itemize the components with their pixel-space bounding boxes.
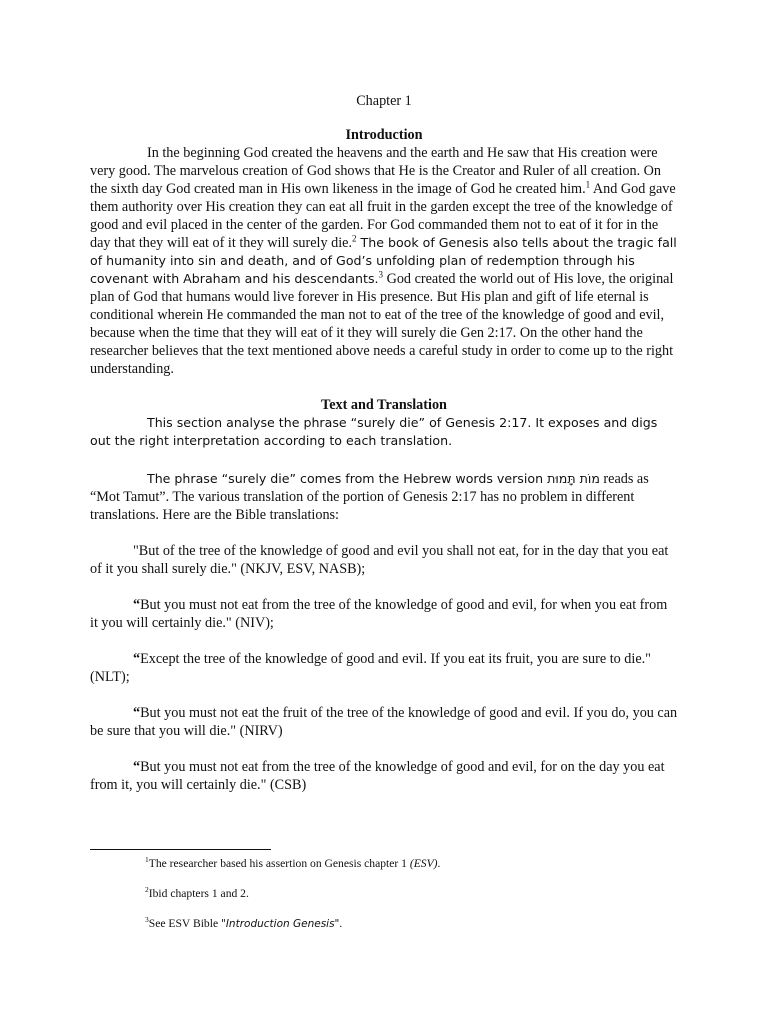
translation-text-b: reads as “Mot Tamut”. [90,471,649,505]
quote-nlt [90,650,678,686]
quote-open-mark: “ [133,597,141,613]
footnote-ref-1[interactable]: 1 [585,179,591,190]
translation-paragraph-1: This section analyse the phrase “surely die” of Genesis 2:17. It exposes and digs out the right interpretation according to each translation. [90,415,658,448]
intro-text-2: And God gave them authority over His creation they can eat all fruit in the garden except the tree of the knowledge of good and evil placed in the center of the garden. For God commanded them not to eat of it for in the day that they will eat of it they will surely die. [90,181,676,251]
quote-text: But you must not eat the fruit of the tree of the knowledge of good and evil. If you do, you can be sure that you will die." (NIRV) [90,705,678,739]
quote-text: But of the tree of the knowledge of good and evil you shall not eat, for in the day that you eat of it you shall surely die." (NKJV, ESV, NASB); [90,543,669,577]
quote-open-mark: " [133,543,139,559]
footnotes [145,856,440,947]
footnote-tail: . [339,917,343,930]
intro-text-1: In the beginning God created the heavens and the earth and He saw that His creation were very good. The marvelous creation of God shows that He is the Creator and Ruler of all creation. On the sixth day God created man in His own likeness in the image of God he created him. [90,145,662,197]
translation-text-a: The phrase “surely die” comes from the Hebrew words version [147,471,548,486]
footnote-emphasis: (ESV) [409,857,438,870]
footnote-3 [145,916,440,932]
hebrew-phrase: מוֹת תָּמוּת [547,471,600,486]
introduction-heading: Introduction [345,127,423,143]
page-body [90,92,678,794]
translation-text-c: The various translation of the portion of Genesis 2:17 has no problem in different translations. Here are the Bible translations: [90,489,635,523]
footnote-ref-2[interactable]: 2 [352,233,357,244]
chapter-title: Chapter 1 [356,93,412,109]
quote-niv [90,596,678,632]
introduction-paragraph [90,144,678,378]
footnote-text: See ESV Bible [148,917,221,930]
footnote-number: 2 [145,885,149,895]
quote-text: But you must not eat from the tree of the knowledge of good and evil, for on the day you eat from it, you will certainly die." (CSB) [90,759,665,793]
translation-heading: Text and Translation [321,397,447,413]
footnote-2 [145,886,440,901]
footnote-1 [145,856,440,871]
translation-paragraph-2 [90,470,678,524]
quote-text: But you must not eat from the tree of the knowledge of good and evil, for when you eat from it you will certainly die." (NIV); [90,597,668,631]
quote-csb [90,758,678,794]
footnote-separator [90,849,271,850]
quote-nirv [90,704,678,740]
footnote-ref-3[interactable]: 3 [378,269,384,280]
footnote-text: The researcher based his assertion on Genesis chapter 1 [148,857,410,870]
quote-open-mark: “ [133,759,141,775]
footnote-number: 1 [145,855,149,865]
footnote-number: 3 [145,915,149,925]
quote-text: Except the tree of the knowledge of good and evil. If you eat its fruit, you are sure to die." (NLT); [90,651,651,685]
intro-text-3: The book of Genesis also tells about the tragic fall of humanity into sin and death, and of God’s unfolding plan of redemption through his covenant with Abraham and his descendants. [90,235,677,286]
quote-open-mark: “ [133,705,141,721]
intro-text-4: God created the world out of His love, the original plan of God that humans would live forever in His presence. But His plan and gift of life eternal is conditional wherein He commanded the man not to eat of the tree of the knowledge of good and evil, because when the time that they will eat of it they will surely die Gen 2:17. On the other hand the researcher believes that the text mentioned above needs a careful study in order to come up to the right understanding. [90,271,674,377]
quote-open-mark: “ [133,651,141,667]
footnote-emphasis: "Introduction Genesis" [221,918,340,930]
footnote-tail: . [437,857,441,870]
quote-nkjv [90,542,678,578]
footnote-text: Ibid chapters 1 and 2. [148,887,249,900]
